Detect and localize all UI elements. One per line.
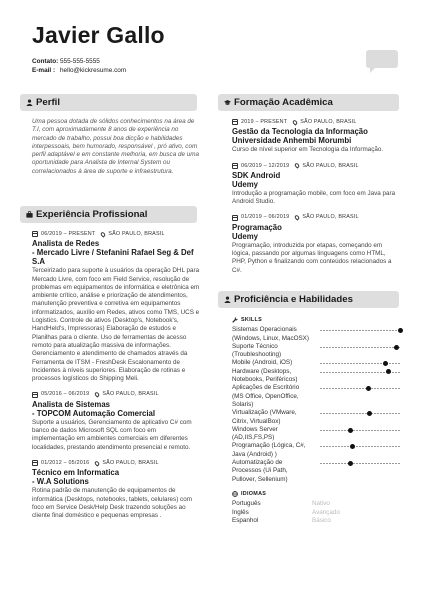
skill-name: Hardware (Desktops, Notebooks, Periféricos)	[232, 367, 298, 384]
skills-heading	[232, 316, 400, 324]
skill-row	[232, 359, 400, 367]
skill-track	[320, 413, 400, 414]
language-level: Básico	[312, 516, 331, 524]
section-header-formacao	[218, 94, 399, 111]
entry-location: SÃO PAULO, BRASIL	[300, 119, 357, 125]
languages-label: IDIOMAS	[241, 490, 267, 497]
job-title: Analista de Sistemas	[32, 399, 111, 409]
skill-row	[232, 368, 400, 385]
education-item	[232, 118, 400, 155]
skill-row	[232, 326, 400, 343]
skills-section	[232, 316, 400, 525]
calendar-icon	[32, 392, 38, 398]
graduation-cap-icon	[224, 99, 231, 106]
experience-item	[32, 390, 200, 451]
education-institution: Universidade Anhembi Morumbi	[232, 136, 352, 146]
skill-name: Mobile (Android, iOS)	[232, 359, 293, 367]
education-institution: Udemy	[232, 179, 258, 189]
profile-summary: Uma pessoa dotada de sólidos conhecimentos na área de T.I, com aproximadamente 8 anos de experiência no mercado de trabalho, possui boa dicção e habilidades interpessoais, bem humorado, responsável , pró ativo, com perfil adaptável e em constante melhoria, em busca de uma oportunidade para Analista de Internal System ou correlacionados à área de suporte e infraestrutura.	[32, 118, 199, 175]
experience-item	[32, 459, 200, 520]
candidate-name: Javier Gallo	[32, 22, 165, 48]
skill-row	[232, 442, 400, 459]
education-description: Introdução a programação mobile, com foco em Java para Android Studio.	[232, 189, 396, 206]
skill-level-bar	[320, 409, 400, 417]
entry-location: SÃO PAULO, BRASIL	[302, 214, 359, 221]
education-list	[232, 118, 400, 282]
skill-level-bar	[320, 442, 400, 450]
entry-meta	[32, 390, 200, 398]
speech-bubble-decoration	[366, 50, 398, 68]
skill-name: Windows Server (AD,IIS,FS,PS)	[232, 425, 278, 442]
entry-meta	[32, 459, 200, 467]
entry-dates: 06/2019 – PRESENT	[41, 231, 96, 237]
calendar-icon	[32, 231, 38, 237]
email-label: E-mail :	[32, 67, 56, 74]
entry-dates: 01/2019 – 06/2019	[241, 214, 290, 221]
contact-phone: 555-555-5555	[60, 58, 100, 65]
skill-row	[232, 459, 400, 484]
location-pin-icon	[100, 231, 106, 237]
location-pin-icon	[292, 119, 298, 125]
entry-location: SÃO PAULO, BRASIL	[302, 162, 359, 169]
location-pin-icon	[294, 163, 300, 169]
education-item	[232, 213, 400, 274]
bubble-tail-icon	[187, 209, 197, 220]
skill-level-dot	[348, 461, 353, 466]
skill-level-dot	[398, 328, 403, 333]
calendar-icon	[232, 215, 238, 221]
entry-meta	[232, 213, 400, 221]
language-level: Avançado	[312, 508, 340, 516]
skill-name: Suporte Técnico (Troubleshooting)	[232, 342, 282, 359]
job-title: Analista de Redes	[32, 239, 100, 249]
contact-email: hello@kickresume.com	[60, 67, 127, 74]
entry-dates: 2019 – PRESENT	[241, 119, 288, 125]
education-title: Gestão da Tecnologia da Informação	[232, 127, 368, 137]
education-institution: Udemy	[232, 231, 258, 241]
skill-track	[320, 330, 400, 331]
briefcase-icon	[26, 211, 33, 218]
calendar-icon	[232, 119, 238, 125]
experience-list	[32, 230, 200, 527]
contact-label: Contato:	[32, 58, 59, 65]
skills-label: SKILLS	[241, 317, 262, 323]
wrench-icon	[232, 317, 238, 323]
person-icon	[224, 296, 231, 303]
location-pin-icon	[94, 460, 100, 466]
skill-name: Virtualização (VMware, Citrix, VirtualBox)	[232, 409, 297, 425]
skill-track	[320, 463, 400, 464]
job-description: Rotina padrão de manutenção de equipamentos de informática (Desktops, notebooks, tablets, celulares) com foco em Service Desk/Help Desk trazendo soluções ao cliente final doméstico e pequenas empresas .	[32, 487, 192, 520]
entry-meta	[232, 162, 400, 170]
section-title: Perfil	[36, 97, 60, 108]
bubble-tail-icon	[389, 294, 399, 305]
education-item	[232, 162, 400, 207]
education-title: Programação	[232, 222, 282, 232]
education-description: Programação, introduzida por etapas, começando em lógica, passando por algumas linguagens como HTML, PHP, Python e finalizando com conteúdos relacionados a C#.	[232, 241, 392, 274]
entry-dates: 01/2012 – 05/2016	[41, 459, 90, 466]
skill-level-bar	[320, 426, 400, 434]
entry-meta	[232, 118, 400, 126]
skill-level-dot	[367, 411, 372, 416]
language-row	[232, 500, 400, 508]
location-pin-icon	[294, 214, 300, 220]
section-header-experiencia	[20, 206, 197, 223]
job-description: Suporte a usuários, Gerenciamento de aplicativo C# com banco de dados Microsoft SQL com foco em implementação em ambientes comerciais em diferentes localidades, prestando atendimento presencial e remoto.	[32, 418, 192, 451]
language-name: Português	[232, 500, 261, 508]
location-pin-icon	[94, 391, 100, 397]
education-title: SDK Android	[232, 170, 281, 180]
skill-track	[320, 363, 400, 364]
section-title: Proficiência e Habilidades	[234, 294, 353, 305]
skill-level-bar	[320, 368, 400, 376]
section-title: Experiência Profissional	[36, 209, 148, 220]
skill-row	[232, 409, 400, 426]
skill-track	[320, 347, 400, 348]
language-name: Inglês	[232, 508, 249, 516]
job-description: Terceirizado para suporte à usuários da operação DHL para Mercado Livre, com foco em Field Service, resolução de problemas em equipamentos de informática e eletrônica em ambiente crítico, análise e priorização de atendimentos, manutenção preventiva e corretiva em equipamentos informatizados, auxílio em Redes, ativos como TMS, UCS e Logistics. Controle de ativos (Desktop's, Notebook's, HandHeld's, Impressoras) Elaboração de estudos e Planilhas para o cliente. Uso de ferramentas de acesso remoto para atualização massiva de informações. Gerenciamento e atendimento de chamados através da Ferramenta de ITSM - FreshDesk Escalonamento de Incidentes à níveis superiores. Elaboração de rotinas e processos logísticos do Shipping Meli.	[32, 267, 200, 383]
language-row	[232, 517, 400, 525]
language-row	[232, 509, 400, 517]
entry-dates: 06/2019 – 12/2019	[241, 162, 290, 169]
experience-item	[32, 230, 200, 383]
job-company: - W.A Solutions	[32, 477, 89, 487]
skill-level-bar	[320, 359, 400, 367]
skill-level-dot	[350, 444, 355, 449]
calendar-icon	[32, 460, 38, 466]
calendar-icon	[232, 163, 238, 169]
entry-meta	[32, 230, 200, 238]
section-title: Formação Acadêmica	[234, 97, 333, 108]
section-header-perfil	[20, 94, 197, 111]
skill-row	[232, 343, 400, 360]
job-title: Técnico em Informatica	[32, 468, 120, 478]
skill-level-bar	[320, 384, 400, 392]
entry-location: SÃO PAULO, BRASIL	[102, 391, 159, 398]
bubble-tail-icon	[187, 97, 197, 108]
skill-level-dot	[366, 386, 371, 391]
entry-location: SÃO PAULO, BRASIL	[102, 459, 159, 466]
entry-location: SÃO PAULO, BRASIL	[108, 231, 165, 237]
skill-row	[232, 384, 400, 409]
contact-info	[32, 57, 126, 75]
person-icon	[26, 99, 33, 106]
skill-name: Programação (Lógica, C#, Java (Android) )	[232, 442, 306, 458]
job-company: - TOPCOM Automação Comercial	[32, 408, 156, 418]
languages-heading	[232, 490, 400, 498]
job-company: - Mercado Livre / Stefanini Rafael Seg & Def S.A	[32, 248, 194, 267]
globe-icon	[232, 491, 238, 497]
section-header-proficiencia	[218, 291, 399, 308]
skills-list	[232, 326, 400, 484]
skill-level-dot	[386, 369, 391, 374]
bubble-tail-icon	[389, 97, 399, 108]
education-description: Curso de nível superior em Tecnologia da Informação.	[232, 146, 384, 154]
skill-level-dot	[383, 361, 388, 366]
skill-level-bar	[320, 343, 400, 351]
languages-list	[232, 500, 400, 525]
language-name: Espanhol	[232, 516, 259, 524]
skill-level-bar	[320, 326, 400, 334]
skill-name: Automatização de Processos (Ui Path, Pullover, Sellenium)	[232, 459, 288, 483]
skill-row	[232, 426, 400, 443]
entry-dates: 05/2016 – 06/2019	[41, 391, 90, 398]
language-level: Nativo	[312, 500, 330, 508]
skill-track	[320, 388, 400, 389]
skill-name: Aplicações de Escritório (MS Office, OpenOffice, Solaris)	[232, 384, 300, 408]
skill-track	[320, 430, 400, 431]
skill-level-bar	[320, 459, 400, 467]
skill-track	[320, 446, 400, 447]
skill-level-dot	[394, 345, 399, 350]
skill-level-dot	[348, 428, 353, 433]
skill-name: Sistemas Operacionais (Windows, Linux, MacOSX)	[232, 326, 309, 342]
